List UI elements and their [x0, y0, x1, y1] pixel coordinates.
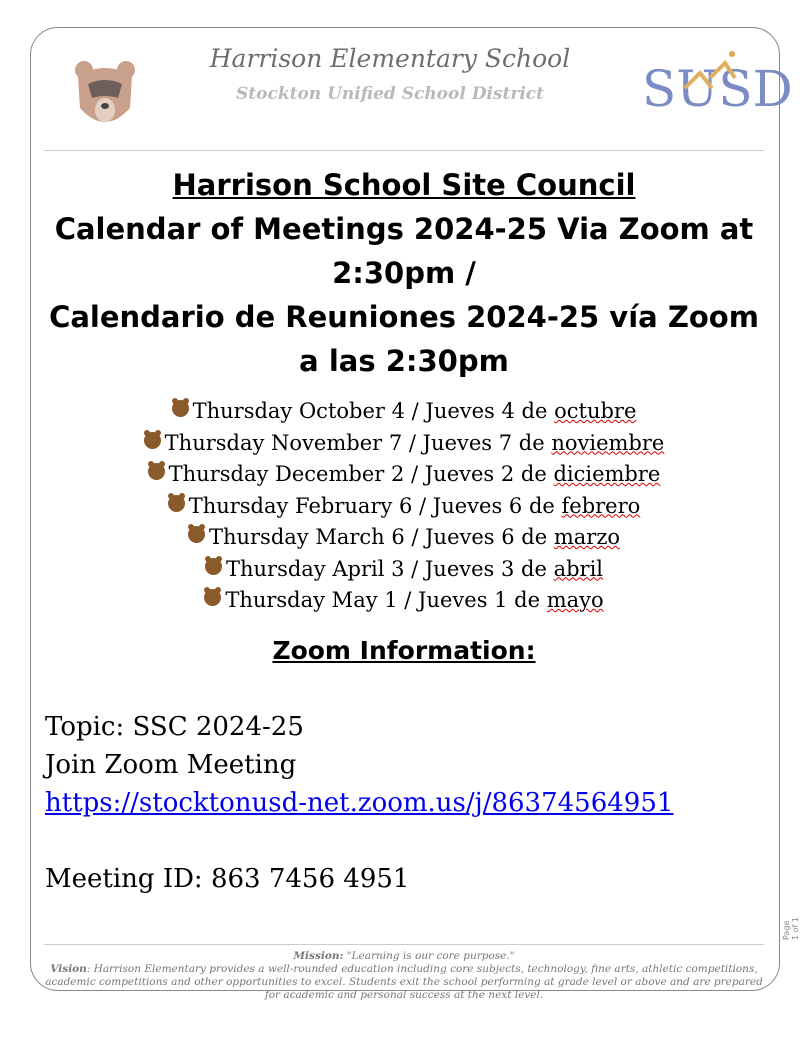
- district-name: Stockton Unified School District: [236, 84, 544, 104]
- meeting-date-item: [40, 396, 768, 428]
- date-text: Thursday May 1 / Jueves 1 de: [225, 588, 547, 612]
- title-english: Calendar of Meetings 2024-25 Via Zoom at 2:30pm /: [54, 212, 754, 290]
- page-title: [40, 163, 768, 383]
- spanish-month: abril: [553, 556, 604, 581]
- bear-emoji-icon: [144, 432, 161, 449]
- meeting-date-item: [40, 554, 768, 586]
- title-council: Harrison School Site Council: [172, 168, 636, 202]
- date-text: Thursday October 4 / Jueves 4 de: [192, 399, 555, 423]
- title-spanish: Calendario de Reuniones 2024-25 vía Zoom a las 2:30pm: [49, 300, 759, 378]
- zoom-meeting-id: Meeting ID: 863 7456 4951: [45, 864, 410, 894]
- zoom-info: [45, 708, 673, 898]
- date-text: Thursday March 6 / Jueves 6 de: [208, 525, 554, 549]
- footer-divider: [44, 944, 764, 945]
- susd-logo: [640, 48, 793, 118]
- mission-text: "Learning is our core purpose.": [343, 950, 515, 962]
- mission-label: Mission:: [293, 950, 344, 962]
- zoom-topic: Topic: SSC 2024-25: [45, 712, 304, 742]
- spanish-month: febrero: [561, 493, 641, 518]
- zoom-info-heading: Zoom Information:: [272, 636, 536, 665]
- bear-emoji-icon: [205, 558, 222, 575]
- meeting-date-item: [40, 522, 768, 554]
- spanish-month: marzo: [553, 525, 621, 549]
- spanish-month: diciembre: [553, 462, 661, 486]
- date-text: Thursday December 2 / Jueves 2 de: [168, 462, 554, 486]
- spanish-month: mayo: [546, 588, 604, 612]
- meeting-dates-list: [40, 396, 768, 617]
- spanish-month: octubre: [554, 399, 637, 423]
- page-number: Page 1 of 1: [782, 917, 800, 940]
- spanish-month: noviembre: [551, 430, 665, 455]
- meeting-date-item: [40, 459, 768, 491]
- bear-emoji-icon: [148, 463, 165, 480]
- date-text: Thursday November 7 / Jueves 7 de: [164, 430, 552, 455]
- susd-logo-text: SUSD: [642, 60, 793, 118]
- meeting-date-item: [40, 585, 768, 617]
- bear-emoji-icon: [204, 589, 221, 606]
- meeting-date-item: [40, 428, 768, 460]
- vision-text: : Harrison Elementary provides a well-rounded education including core subjects, technology, fine arts, athletic competitions, academic competitions and other opportunities to excel. Students exit the school performing at grade level or above and are prepared for academic and personal success at the next level.: [45, 963, 763, 1001]
- date-text: Thursday February 6 / Jueves 6 de: [188, 493, 562, 518]
- zoom-join-label: Join Zoom Meeting: [45, 750, 297, 780]
- school-name: Harrison Elementary School: [209, 44, 571, 73]
- bear-emoji-icon: [188, 526, 205, 543]
- bear-emoji-icon: [168, 495, 185, 512]
- bear-emoji-icon: [172, 400, 189, 417]
- meeting-date-item: [40, 491, 768, 523]
- footer: [44, 950, 764, 1002]
- header-divider: [44, 150, 764, 151]
- date-text: Thursday April 3 / Jueves 3 de: [225, 556, 554, 581]
- bear-mascot-logo: [72, 58, 138, 130]
- zoom-meeting-link[interactable]: https://stocktonusd-net.zoom.us/j/86374564951: [45, 788, 674, 818]
- vision-label: Vision: [50, 963, 87, 975]
